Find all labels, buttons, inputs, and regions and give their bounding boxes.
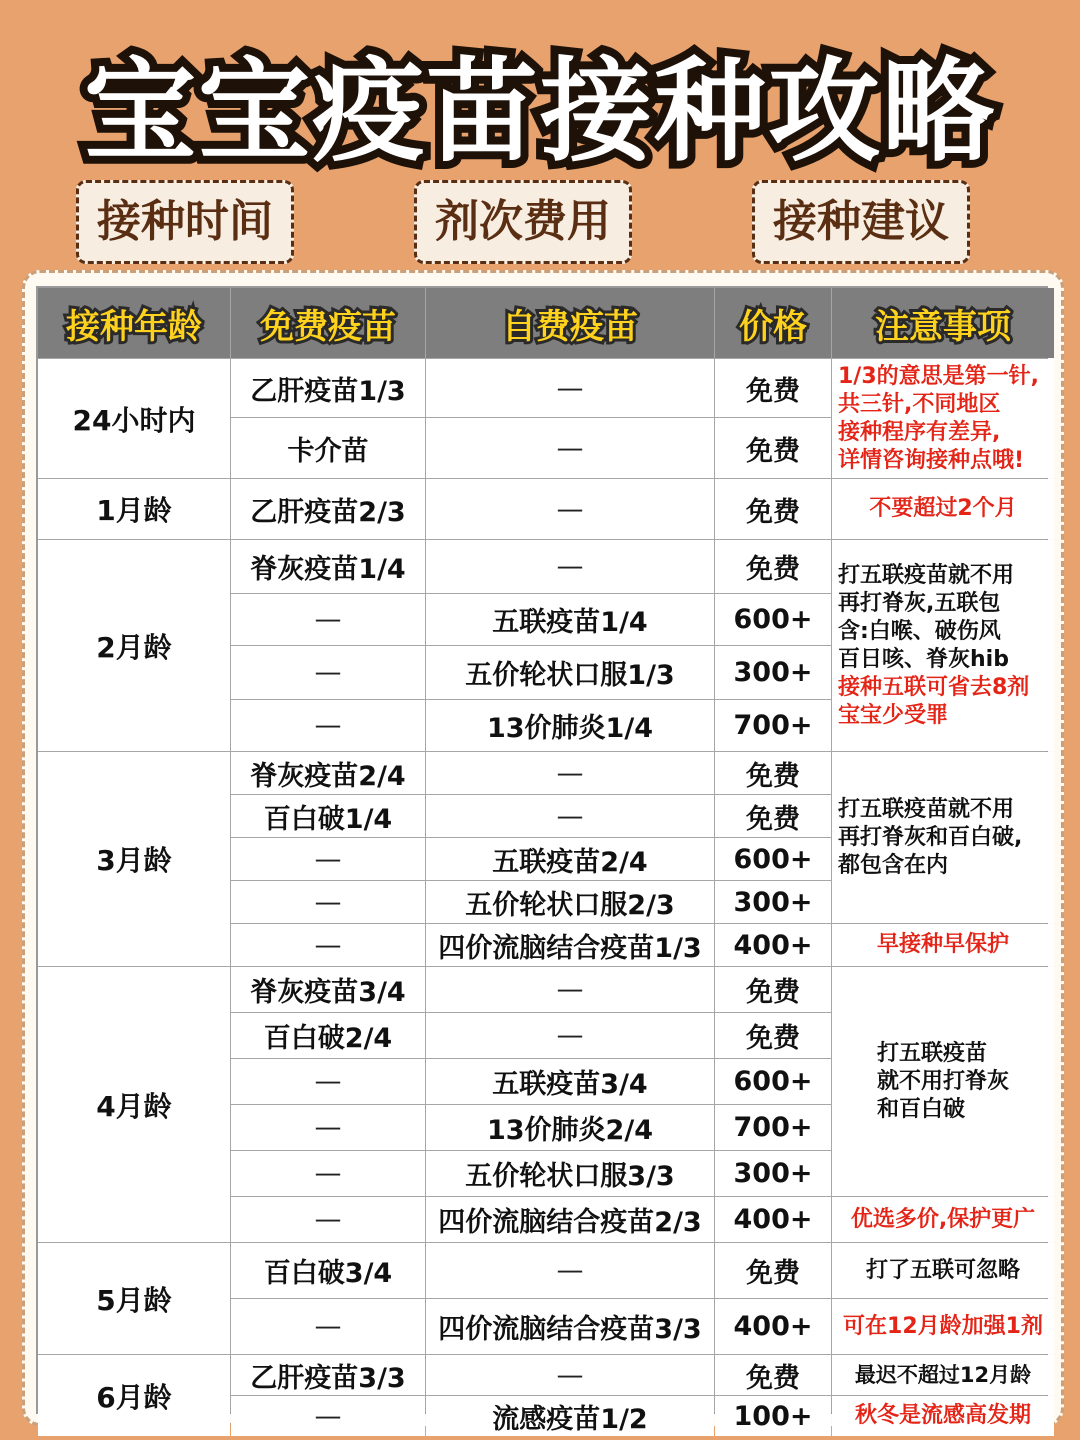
note-1m: 不要超过2个月 [832,479,1054,539]
price-cell: 免费 [715,1355,831,1395]
paid-vaccine-cell: 13价肺炎2/4 [426,1105,714,1150]
paid-vaccine-cell: — [426,967,714,1012]
note-line: 打五联疫苗 [876,1040,987,1066]
note-24h [832,359,1054,478]
free-vaccine-cell: — [231,1105,425,1150]
age-1m: 1月龄 [38,479,230,539]
free-vaccine-cell: 百白破2/4 [231,1013,425,1058]
free-vaccine-cell: 脊灰疫苗3/4 [231,967,425,1012]
note-6m-flu: 秋冬是流感高发期 [832,1396,1054,1436]
free-vaccine-cell: — [231,1396,425,1436]
note-4m-meningococcal: 优选多价,保护更广 [832,1197,1054,1242]
price-cell: 300+ [715,1151,831,1196]
price-cell: 免费 [715,752,831,794]
price-cell: 700+ [715,700,831,751]
note-line-highlight: 接种五联可省去8剂 [838,674,1030,700]
note-6m-hepb: 最迟不超过12月龄 [832,1355,1054,1395]
price-cell: 600+ [715,838,831,880]
age-5m: 5月龄 [38,1243,230,1354]
paid-vaccine-cell: 四价流脑结合疫苗1/3 [426,924,714,966]
note-line: 打五联疫苗就不用 [838,796,1015,822]
paid-vaccine-cell: — [426,1355,714,1395]
note-line: 再打脊灰和百白破, [838,824,1023,850]
note-line: 共三针,不同地区 [838,391,1001,417]
price-cell: 700+ [715,1105,831,1150]
price-cell: 免费 [715,1243,831,1298]
price-cell: 300+ [715,881,831,923]
note-2m [832,540,1054,751]
paid-vaccine-cell: 五联疫苗1/4 [426,594,714,645]
tag-vaccination-advice: 接种建议 [752,180,970,264]
header-free-vaccine: 免费疫苗 [231,288,425,358]
free-vaccine-cell: — [231,924,425,966]
header-price: 价格 [715,288,831,358]
free-vaccine-cell: — [231,1197,425,1242]
note-line: 1/3的意思是第一针, [838,363,1040,389]
page-title: 宝宝疫苗接种攻略 [84,47,996,177]
note-line: 都包含在内 [838,852,949,878]
age-2m: 2月龄 [38,540,230,751]
paid-vaccine-cell: 五价轮状口服2/3 [426,881,714,923]
age-4m: 4月龄 [38,967,230,1242]
note-4m [832,967,1054,1196]
age-6m: 6月龄 [38,1355,230,1436]
paid-vaccine-cell: — [426,795,714,837]
free-vaccine-cell: 卡介苗 [231,418,425,478]
tag-vaccination-time: 接种时间 [76,180,294,264]
free-vaccine-cell: — [231,646,425,699]
free-vaccine-cell: — [231,881,425,923]
price-cell: 300+ [715,646,831,699]
paid-vaccine-cell: 五价轮状口服1/3 [426,646,714,699]
free-vaccine-cell: — [231,700,425,751]
note-line: 含:白喉、破伤风 [838,618,1001,644]
vaccine-table [36,286,1048,1435]
note-line: 再打脊灰,五联包 [838,590,1001,616]
header-age: 接种年龄 [38,288,230,358]
price-cell: 免费 [715,967,831,1012]
price-cell: 免费 [715,359,831,417]
free-vaccine-cell: 乙肝疫苗1/3 [231,359,425,417]
paid-vaccine-cell: 四价流脑结合疫苗2/3 [426,1197,714,1242]
age-3m: 3月龄 [38,752,230,966]
header-paid-vaccine: 自费疫苗 [426,288,714,358]
price-cell: 400+ [715,1299,831,1354]
free-vaccine-cell: — [231,1299,425,1354]
price-cell: 400+ [715,924,831,966]
paid-vaccine-cell: 四价流脑结合疫苗3/3 [426,1299,714,1354]
note-line: 就不用打脊灰 [876,1068,1009,1094]
price-cell: 免费 [715,418,831,478]
free-vaccine-cell: — [231,1151,425,1196]
note-5m-dtap: 打了五联可忽略 [832,1243,1054,1298]
price-cell: 免费 [715,479,831,539]
note-line: 百日咳、脊灰hib [838,646,1009,672]
price-cell: 600+ [715,594,831,645]
free-vaccine-cell: — [231,594,425,645]
tag-dose-cost: 剂次费用 [414,180,632,264]
price-cell: 600+ [715,1059,831,1104]
note-5m-meningococcal: 可在12月龄加强1剂 [832,1299,1054,1354]
paid-vaccine-cell: 13价肺炎1/4 [426,700,714,751]
free-vaccine-cell: 脊灰疫苗2/4 [231,752,425,794]
note-line: 接种程序有差异, [838,419,1001,445]
paid-vaccine-cell: — [426,540,714,593]
price-cell: 免费 [715,795,831,837]
note-line-highlight: 宝宝少受罪 [838,702,949,728]
paid-vaccine-cell: 五价轮状口服3/3 [426,1151,714,1196]
note-3m [832,752,1054,923]
paid-vaccine-cell: — [426,1013,714,1058]
paid-vaccine-cell: — [426,418,714,478]
note-3m-meningococcal: 早接种早保护 [832,924,1054,966]
price-cell: 免费 [715,1013,831,1058]
note-line: 和百白破 [876,1096,965,1122]
price-cell: 400+ [715,1197,831,1242]
paid-vaccine-cell: — [426,359,714,417]
age-24h: 24小时内 [38,359,230,478]
price-cell: 免费 [715,540,831,593]
paid-vaccine-cell: 五联疫苗2/4 [426,838,714,880]
note-line: 详情咨询接种点哦! [838,447,1025,473]
free-vaccine-cell: — [231,838,425,880]
paid-vaccine-cell: — [426,752,714,794]
free-vaccine-cell: 百白破3/4 [231,1243,425,1298]
paid-vaccine-cell: 流感疫苗1/2 [426,1396,714,1436]
paid-vaccine-cell: 五联疫苗3/4 [426,1059,714,1104]
header-notes: 注意事项 [832,288,1054,358]
free-vaccine-cell: 脊灰疫苗1/4 [231,540,425,593]
price-cell: 100+ [715,1396,831,1436]
paid-vaccine-cell: — [426,1243,714,1298]
note-line: 打五联疫苗就不用 [838,562,1015,588]
free-vaccine-cell: — [231,1059,425,1104]
free-vaccine-cell: 乙肝疫苗3/3 [231,1355,425,1395]
free-vaccine-cell: 乙肝疫苗2/3 [231,479,425,539]
paid-vaccine-cell: — [426,479,714,539]
free-vaccine-cell: 百白破1/4 [231,795,425,837]
